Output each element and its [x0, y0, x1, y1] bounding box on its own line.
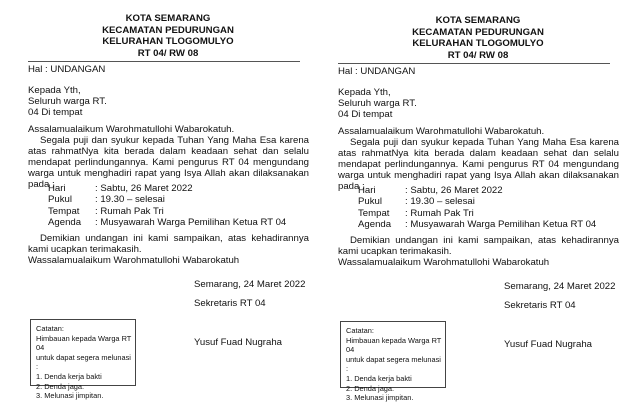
note-line: 2. Denda jaga. — [346, 383, 395, 393]
farewell: Wassalamualaikum Warohmatullohi Wabarokatuh — [28, 255, 240, 266]
signer-title: Sekretaris RT 04 — [194, 298, 266, 309]
body-paragraph: Segala puji dan syukur kepada Tuhan Yang Maha Esa karena atas rahmatNya kita berada dalam keadaan sehat dan selalu mendapat perlindungannya. Kami pengurus RT 04 mengundang warga untuk menghadiri rapat yang Isya Allah akan dilaksanakan pada : — [338, 137, 619, 192]
header-divider — [338, 63, 610, 64]
recipient-line: Seluruh warga RT. — [28, 96, 107, 107]
farewell: Wassalamualaikum Warohmatullohi Wabarokatuh — [338, 257, 550, 268]
recipient-line: Kepada Yth, — [28, 85, 81, 96]
detail-value: : Sabtu, 26 Maret 2022 — [405, 185, 503, 196]
subject: Hal : UNDANGAN — [28, 64, 106, 75]
invitation-letter — [338, 2, 628, 414]
detail-value: : Sabtu, 26 Maret 2022 — [95, 183, 193, 194]
place-date: Semarang, 24 Maret 2022 — [504, 281, 616, 292]
closing-paragraph: Demikian undangan ini kami sampaikan, atas kehadirannya kami ucapkan terimakasih. — [28, 233, 309, 255]
detail-row — [48, 183, 193, 194]
note-line: 1. Denda kerja bakti — [346, 373, 412, 383]
detail-value: : Musyawarah Warga Pemilihan Ketua RT 04 — [95, 216, 287, 228]
detail-key: Tempat — [48, 205, 80, 217]
recipient-line: 04 Di tempat — [338, 109, 393, 120]
note-line: Catatan: — [36, 324, 64, 333]
body-paragraph: Segala puji dan syukur kepada Tuhan Yang Maha Esa karena atas rahmatNya kita berada dalam keadaan sehat dan selalu mendapat perlindungannya. Kami pengurus RT 04 mengundang warga untuk menghadiri rapat yang Isya Allah akan dilaksanakan pada : — [28, 135, 309, 190]
detail-row — [358, 208, 474, 219]
recipient-line: 04 Di tempat — [28, 107, 83, 118]
note-line: Himbauan kepada Warga RT 04 — [36, 333, 132, 353]
note-line: Catatan: — [346, 326, 374, 335]
recipient-line: Seluruh warga RT. — [338, 98, 417, 109]
header-line: KECAMATAN PEDURUNGAN — [102, 24, 234, 36]
header-divider — [28, 61, 300, 62]
signer-name: Yusuf Fuad Nugraha — [504, 339, 593, 350]
detail-row — [358, 185, 503, 196]
recipient-line: Kepada Yth, — [338, 87, 391, 98]
detail-row — [48, 217, 286, 228]
detail-value: : Rumah Pak Tri — [405, 207, 474, 219]
detail-row — [358, 196, 475, 207]
signer-name: Yusuf Fuad Nugraha — [194, 337, 283, 348]
note-line: 3. Melunasi jimpitan. — [346, 393, 414, 403]
header-line: KELURAHAN TLOGOMULYO — [412, 38, 544, 49]
detail-row — [48, 194, 165, 205]
greeting: Assalamualaikum Warohmatullohi Wabarokatuh. — [28, 124, 235, 135]
closing-paragraph: Demikian undangan ini kami sampaikan, atas kehadirannya kami ucapkan terimakasih. — [338, 235, 619, 257]
letter-header — [338, 15, 618, 61]
note-line: 1. Denda kerja bakti — [36, 371, 102, 381]
header-line: RT 04/ RW 08 — [447, 49, 509, 61]
detail-value: : Musyawarah Warga Pemilihan Ketua RT 04 — [405, 218, 597, 230]
note-box — [30, 319, 136, 401]
detail-key: Tempat — [358, 207, 390, 219]
detail-key: Agenda — [358, 218, 392, 230]
note-line: 3. Melunasi jimpitan. — [36, 391, 104, 401]
detail-key: Pukul — [358, 196, 382, 207]
detail-key: Pukul — [48, 194, 72, 205]
greeting: Assalamualaikum Warohmatullohi Wabarokatuh. — [338, 126, 545, 137]
note-line: untuk dapat segera melunasi : — [346, 354, 441, 374]
signer-title: Sekretaris RT 04 — [504, 300, 576, 311]
header-line: KECAMATAN PEDURUNGAN — [412, 26, 544, 38]
detail-row — [48, 206, 164, 217]
detail-key: Agenda — [48, 216, 82, 228]
detail-value: : 19.30 – selesai — [95, 194, 165, 205]
detail-value: : 19.30 – selesai — [405, 196, 475, 207]
header-line: KELURAHAN TLOGOMULYO — [102, 36, 234, 47]
letter-header — [28, 13, 308, 59]
detail-key: Hari — [358, 185, 376, 196]
header-line: RT 04/ RW 08 — [137, 47, 199, 59]
subject: Hal : UNDANGAN — [338, 66, 416, 77]
invitation-letter — [28, 0, 318, 412]
header-line: KOTA SEMARANG — [435, 15, 521, 26]
note-line: 2. Denda jaga. — [36, 381, 85, 391]
note-line: untuk dapat segera melunasi : — [36, 352, 131, 372]
note-line: Himbauan kepada Warga RT 04 — [346, 335, 442, 355]
note-box — [340, 321, 446, 403]
detail-row — [358, 219, 596, 230]
detail-value: : Rumah Pak Tri — [95, 205, 164, 217]
place-date: Semarang, 24 Maret 2022 — [194, 279, 306, 290]
header-line: KOTA SEMARANG — [125, 13, 211, 24]
detail-key: Hari — [48, 183, 66, 194]
